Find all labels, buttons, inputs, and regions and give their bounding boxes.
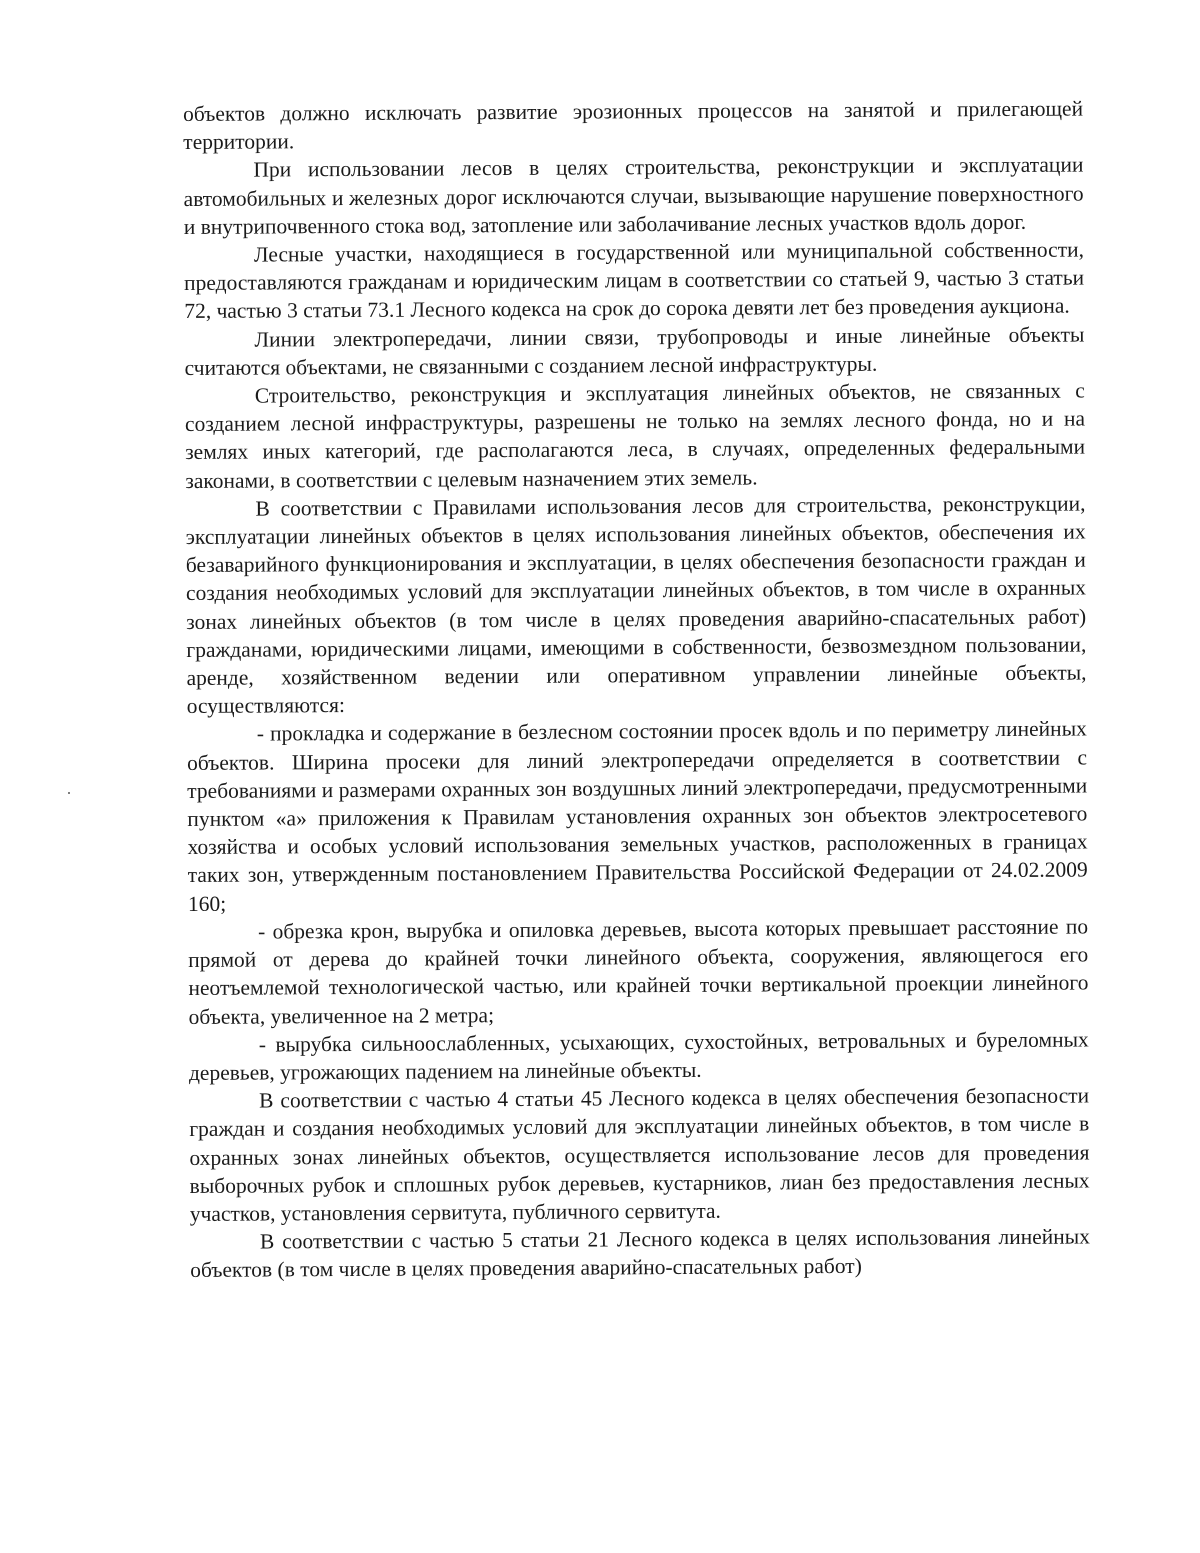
paragraph-roads: При использовании лесов в целях строительства, реконструкции и эксплуатации автомобильных и железных дорог исключаются случаи, вызывающие нарушение поверхностного и внутрипочвенного стока вод, затопление или заболачивание лесных участков вдоль дорог. — [183, 152, 1084, 239]
paragraph-rules: В соответствии с Правилами использования лесов для строительства, реконструкции, эксплуатации линейных объектов в целях использования линейных объектов, обеспечения их безаварийного функционирования и эксплуатации, в целях обеспечения безопасности граждан и создания необходимых условий для эксплуатации линейных объектов, в том числе в охранных зонах линейных объектов (в том числе в целях проведения аварийно-спасательных работ) гражданами, юридическими лицами, имеющими в собственности, безвозмездном пользовании, аренде, хозяйственном ведении или оперативном управлении линейные объекты, осуществляются: — [185, 491, 1087, 719]
paragraph-article-21: В соответствии с частью 5 статьи 21 Лесного кодекса в целях использования линейных объектов (в том числе в целях проведения аварийно-спасательных работ) — [190, 1224, 1091, 1283]
document-body — [183, 95, 1090, 1285]
paragraph-linear-objects: Линии электропередачи, линии связи, трубопроводы и иные линейные объекты считаются объектами, не связанными с созданием лесной инфраструктуры. — [184, 322, 1085, 380]
paragraph-forest-plots: Лесные участки, находящиеся в государственной или муниципальной собственности, предоставляются гражданам и юридическим лицам в соответствии со статьей 9, частью 3 статьи 72, частью 3 статьи 73.1 Лесного кодекса на срок до сорока девяти лет без проведения аукциона. — [184, 237, 1085, 324]
list-item-clearings: - прокладка и содержание в безлесном состоянии просек вдоль и по периметру линейных объектов. Ширина просеки для линий электропередачи определяется в соответствии с требованиями и размерами охранных зон воздушных линий электропередачи, предусмотренными пунктом «а» приложения к Правилам установления охранных зон объектов электросетевого хозяйства и особых условий использования земельных участков, расположенных в границах таких зон, утвержденным постановлением Правительства Российской Федерации от 24.02.2009 160; — [186, 716, 1088, 916]
paragraph-article-45: В соответствии с частью 4 статьи 45 Лесного кодекса в целях обеспечения безопасности граждан и создания необходимых условий для эксплуатации линейных объектов, в том числе в охранных зонах линейных объектов, осуществляется использование лесов для проведения выборочных рубок и сплошных рубок деревьев, кустарников, лиан без предоставления лесных участков, установления сервитута, публичного сервитута. — [189, 1083, 1090, 1226]
paragraph-construction: Строительство, реконструкция и эксплуатация линейных объектов, не связанных с созданием лесной инфраструктуры, разрешены не только на землях лесного фонда, но и на землях иных категорий, где располагаются леса, в случаях, определенных федеральными законами, в соответствии с целевым назначением этих земель. — [184, 378, 1086, 493]
list-item-crown-trimming: - обрезка крон, вырубка и опиловка деревьев, высота которых превышает расстояние по прямой от дерева до крайней точки линейного объекта, сооружения, являющегося его неотъемлемой технологической частью, или крайней точки вертикальной проекции линейного объекта, увеличенное на 2 метра; — [188, 914, 1089, 1029]
list-item-weakened-trees: - вырубка сильноослабленных, усыхающих, сухостойных, ветровальных и буреломных деревьев, угрожающих падением на линейные объекты. — [188, 1027, 1089, 1085]
scan-speck — [68, 792, 70, 794]
paragraph-continuation: объектов должно исключать развитие эрозионных процессов на занятой и прилегающей территории. — [183, 96, 1084, 155]
